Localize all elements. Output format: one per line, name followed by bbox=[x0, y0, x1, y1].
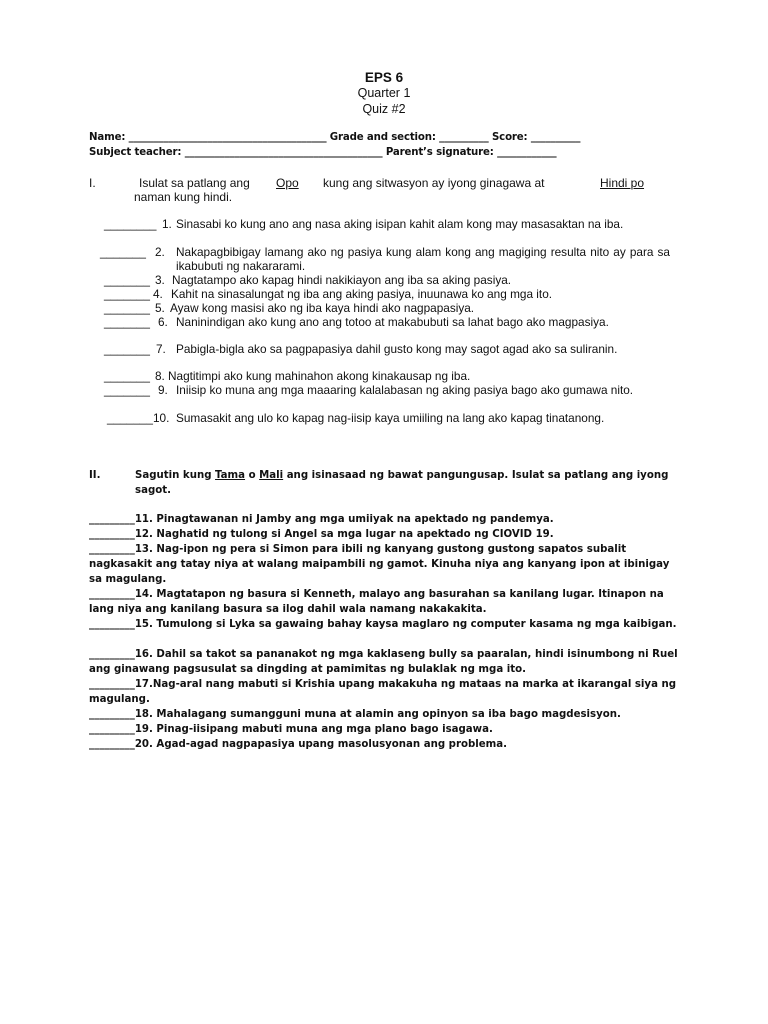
quiz-label: Quiz #2 bbox=[362, 102, 406, 116]
part2-item: _________17.Nag-aral nang mabuti si Krishia upang makakuha ng mataas na marka at ikarangal siya ng magulang. bbox=[89, 679, 677, 705]
item-number: 9. bbox=[158, 383, 168, 397]
part2-item: _________13. Nag-ipon ng pera si Simon para ibili ng kanyang gustong gustong sapatos subalit nagkasakit ang tatay niya at walang maipambili ng gamot. Kinuha niya ang kanyang ipon at ibinigay sa magulang. bbox=[89, 544, 670, 585]
item-number: 7. bbox=[156, 342, 166, 356]
part1-numeral: I. bbox=[89, 176, 96, 190]
mali-label: Mali bbox=[259, 470, 284, 481]
part1-instruction-a: Isulat sa patlang ang bbox=[139, 176, 250, 190]
part1-item bbox=[0, 217, 768, 245]
part1-item bbox=[0, 315, 768, 343]
part2-item: _________15. Tumulong si Lyka sa gawaing bahay kaysa maglaro ng computer kasama ng mga kaibigan. bbox=[89, 619, 677, 630]
tama-label: Tama bbox=[215, 470, 246, 481]
answer-blank: _______ bbox=[104, 315, 150, 329]
info-line-name: Name: ________________________________________ Grade and section: __________ Score: __________ bbox=[89, 132, 581, 143]
part2-or: o bbox=[248, 470, 256, 481]
quarter-label: Quarter 1 bbox=[357, 86, 411, 100]
part2-instruction-b: ang isinasaad ng bawat pangungusap. Isulat sa patlang ang iyong sagot. bbox=[135, 470, 669, 496]
answer-blank: _______ bbox=[100, 245, 146, 259]
item-number: 2. bbox=[155, 245, 165, 259]
item-text: Pabigla-bigla ako sa pagpapasiya dahil gusto kong may sagot agad ako sa suliranin. bbox=[176, 342, 618, 356]
answer-blank: _______ bbox=[104, 342, 150, 356]
item-text: Nagtatampo ako kapag hindi nakikiayon ang iba sa aking pasiya. bbox=[172, 273, 512, 287]
item-text: Kahit na sinasalungat ng iba ang aking pasiya, inuunawa ko ang mga ito. bbox=[171, 287, 553, 301]
item-text: Nakapagbibigay lamang ako ng pasiya kung alam kong ang magiging resulta nito ay para sa ikabubuti ng nakararami. bbox=[176, 245, 670, 273]
item-text: Ayaw kong masisi ako ng iba kaya hindi ako nagpapasiya. bbox=[170, 301, 475, 315]
answer-blank: _______ bbox=[104, 369, 150, 383]
info-line-teacher: Subject teacher: ________________________________________ Parent’s signature: ____________ bbox=[89, 147, 557, 158]
item-text: Iniisip ko muna ang mga maaaring kalalabasan ng aking pasiya bago ako gumawa nito. bbox=[176, 383, 634, 397]
answer-blank: _______ bbox=[107, 411, 153, 425]
item-text: Sinasabi ko kung ano ang nasa aking isipan kahit alam kong may masasaktan na iba. bbox=[176, 217, 624, 231]
item-text: Sumasakit ang ulo ko kapag nag-iisip kaya umiiling na lang ako kapag tinatanong. bbox=[176, 411, 605, 425]
item-number: 3. bbox=[155, 273, 165, 287]
part1-item bbox=[0, 411, 768, 439]
part1-item bbox=[0, 383, 768, 411]
part2-instruction-text bbox=[135, 468, 675, 498]
item-number: 4. bbox=[153, 287, 163, 301]
item-number: 8. bbox=[155, 369, 165, 383]
item-number: 1. bbox=[162, 217, 172, 231]
item-number: 6. bbox=[158, 315, 168, 329]
item-text: Nagtitimpi ako kung mahinahon akong kinakausap ng iba. bbox=[168, 369, 471, 383]
part2-item: _________12. Naghatid ng tulong si Angel sa mga lugar na apektado ng CIOVID 19. bbox=[89, 529, 554, 540]
answer-blank: _______ bbox=[104, 383, 150, 397]
part1-instruction-b: kung ang sitwasyon ay iyong ginagawa at bbox=[323, 176, 545, 190]
part1-instruction-c: naman kung hindi. bbox=[134, 190, 233, 204]
answer-blank: _______ bbox=[104, 273, 150, 287]
part2-item: _________19. Pinag-iisipang mabuti muna ang mga plano bago isagawa. bbox=[89, 724, 493, 735]
part1-item bbox=[0, 342, 768, 370]
item-number: 10. bbox=[153, 411, 170, 425]
part2-item: _________11. Pinagtawanan ni Jamby ang mga umiiyak na apektado ng pandemya. bbox=[89, 514, 554, 525]
part2-item: _________18. Mahalagang sumangguni muna at alamin ang opinyon sa iba bago magdesisyon. bbox=[89, 709, 621, 720]
answer-blank: _______ bbox=[104, 287, 150, 301]
answer-blank: _______ bbox=[104, 301, 150, 315]
part2-numeral: II. bbox=[89, 470, 101, 481]
part1-item bbox=[0, 245, 768, 273]
part2-item: _________20. Agad-agad nagpapasiya upang masolusyonan ang problema. bbox=[89, 739, 508, 750]
page-title: EPS 6 bbox=[364, 70, 404, 85]
part2-item: _________14. Magtatapon ng basura si Kenneth, malayo ang basurahan sa kanilang lugar. Itinapon na lang niya ang kanilang basura sa ilog dahil wala namang nakakakita. bbox=[89, 589, 664, 615]
opo-label: Opo bbox=[276, 176, 299, 190]
item-number: 5. bbox=[155, 301, 165, 315]
item-text: Naninindigan ako kung ano ang totoo at makabubuti sa lahat bago ako magpasiya. bbox=[176, 315, 609, 329]
part2-instruction-a: Sagutin kung bbox=[135, 470, 212, 481]
part2-item: _________16. Dahil sa takot sa pananakot ng mga kaklaseng bully sa paaralan, hindi isinumbong ni Ruel ang ginawang pagsusulat sa dingding at pamimitas ng bulaklak ng mga ito. bbox=[89, 649, 678, 675]
hindi-po-label: Hindi po bbox=[600, 176, 645, 190]
answer-blank: ________ bbox=[104, 217, 157, 231]
